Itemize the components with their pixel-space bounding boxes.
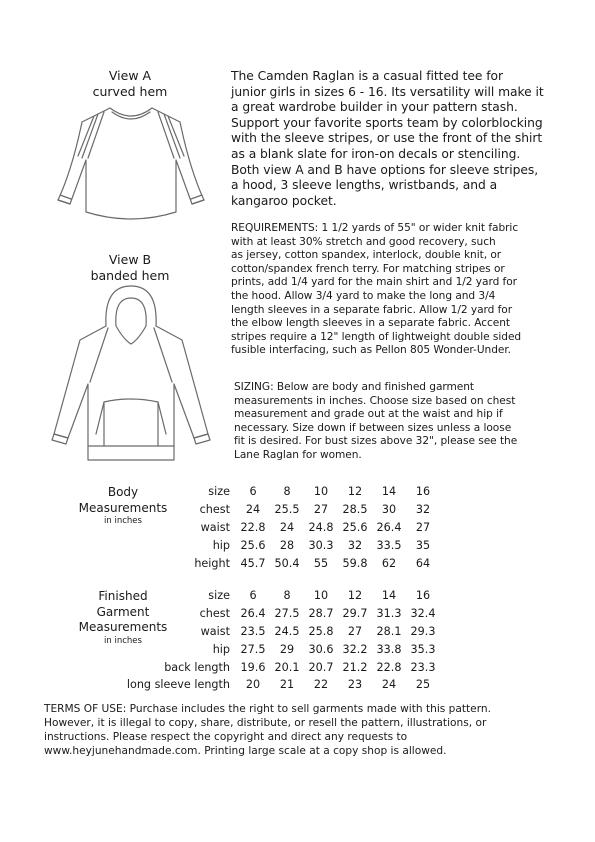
row-label: chest <box>199 503 230 517</box>
table-row <box>160 554 440 572</box>
table-cell: 24 <box>279 520 295 534</box>
table-cell: 25.8 <box>308 624 334 638</box>
view-a-tee-illustration <box>42 100 220 228</box>
table-cell: 23.5 <box>240 624 266 638</box>
body-table-title-line: Body <box>107 485 139 499</box>
terms-line: However, it is illegal to copy, share, distribute, or resell the pattern, illustrations, or <box>44 716 487 729</box>
table-row <box>120 623 440 641</box>
intro-line: a hood, 3 sleeve lengths, wristbands, and a <box>231 178 498 193</box>
table-row <box>160 483 440 501</box>
table-cell: 16 <box>415 485 431 499</box>
terms-line: instructions. Please respect the copyright and direct any requests to <box>44 730 408 743</box>
row-label: size <box>208 485 230 499</box>
intro-line: Both view A and B have options for sleeve stripes, <box>231 162 539 177</box>
finished-table-units: in inches <box>104 635 142 646</box>
table-row <box>160 519 440 537</box>
requirements-line: with at least 30% stretch and good recovery, such <box>231 235 496 248</box>
table-cell: 35.3 <box>410 642 436 656</box>
table-cell: 23 <box>347 678 363 692</box>
table-cell: 28 <box>279 538 295 552</box>
view-b-title: View B <box>108 252 152 267</box>
table-cell: 24 <box>245 503 261 517</box>
table-cell: 28.7 <box>308 607 334 621</box>
finished-measurements-table <box>120 587 440 694</box>
table-cell: 24.8 <box>308 520 334 534</box>
sizing-paragraph <box>234 381 579 463</box>
row-label: hip <box>212 538 230 552</box>
finished-table-title-line: Garment <box>96 604 150 619</box>
intro-line: with the sleeve stripes, or use the front of the shirt <box>231 131 543 146</box>
requirements-line: prints, add 1/4 yard for the main shirt and 1/2 yard for <box>231 276 517 289</box>
table-cell: 27 <box>313 503 329 517</box>
table-cell: 22.8 <box>376 660 402 674</box>
table-cell: 55 <box>313 556 329 570</box>
view-b-label <box>80 252 180 284</box>
table-cell: 6 <box>249 589 257 603</box>
table-cell: 25.5 <box>274 503 300 517</box>
table-cell: 31.3 <box>376 607 402 621</box>
table-row <box>120 587 440 605</box>
table-cell: 14 <box>381 589 397 603</box>
finished-table-title-line: Finished <box>98 589 148 603</box>
table-cell: 12 <box>347 485 363 499</box>
sizing-line: fit is desired. For bust sizes above 32", please see the <box>234 435 518 448</box>
view-b-hoodie-illustration <box>42 284 220 470</box>
table-cell: 32 <box>347 538 363 552</box>
table-cell: 26.4 <box>240 607 266 621</box>
row-label: waist <box>200 624 230 638</box>
sizing-line: SIZING: Below are body and finished garment <box>234 381 475 393</box>
terms-line: www.heyjunehandmade.com. Printing large scale at a copy shop is allowed. <box>44 744 447 757</box>
intro-line: The Camden Raglan is a casual fitted tee for <box>231 69 503 83</box>
table-cell: 25.6 <box>240 538 266 552</box>
table-cell: 27 <box>347 624 363 638</box>
table-cell: 14 <box>381 485 397 499</box>
sizing-line: necessary. Size down if between sizes unless a loose <box>234 421 512 434</box>
intro-line: a great wardrobe builder in your pattern stash. <box>231 100 518 115</box>
sizing-line: measurement and grade out at the waist and hip if <box>234 408 503 421</box>
row-label: size <box>208 589 230 603</box>
table-cell: 10 <box>313 589 329 603</box>
table-cell: 29.3 <box>410 624 436 638</box>
requirements-paragraph <box>231 222 576 358</box>
table-cell: 50.4 <box>274 556 300 570</box>
intro-line: kangaroo pocket. <box>231 193 337 208</box>
table-cell: 62 <box>381 556 397 570</box>
table-cell: 30.6 <box>308 642 334 656</box>
table-cell: 29 <box>279 642 295 656</box>
requirements-line: length sleeves in a separate fabric. Allow 1/2 yard for <box>231 303 513 316</box>
table-cell: 24 <box>381 678 397 692</box>
requirements-line: REQUIREMENTS: 1 1/2 yards of 55" or wider knit fabric <box>231 222 519 234</box>
row-label: waist <box>200 520 230 534</box>
requirements-line: the hood. Allow 3/4 yard to make the long and 3/4 <box>231 289 496 302</box>
intro-line: junior girls in sizes 6 - 16. Its versatility will make it <box>231 84 544 99</box>
table-cell: 30 <box>381 503 397 517</box>
table-cell: 22 <box>313 678 329 692</box>
table-cell: 27.5 <box>240 642 266 656</box>
body-table-title-line: Measurements <box>78 500 168 515</box>
sizing-line: Lane Raglan for women. <box>234 448 362 461</box>
table-cell: 32 <box>415 503 431 517</box>
table-row <box>120 658 440 676</box>
table-cell: 30.3 <box>308 538 334 552</box>
table-cell: 20.1 <box>274 660 300 674</box>
table-cell: 32.4 <box>410 607 436 621</box>
finished-table-title-line: Measurements <box>78 620 168 634</box>
row-label: height <box>194 556 230 570</box>
table-cell: 19.6 <box>240 660 266 674</box>
table-row <box>120 605 440 623</box>
table-cell: 27.5 <box>274 607 300 621</box>
body-measurements-table <box>160 483 440 572</box>
intro-paragraph <box>231 69 571 209</box>
table-cell: 22.8 <box>240 520 266 534</box>
table-cell: 28.1 <box>376 624 402 638</box>
view-a-subtitle: curved hem <box>92 84 168 99</box>
view-a-title: View A <box>108 68 152 83</box>
table-cell: 33.8 <box>376 642 402 656</box>
table-cell: 16 <box>415 589 431 603</box>
table-cell: 24.5 <box>274 624 300 638</box>
intro-line: as a blank slate for iron-on decals or stenciling. <box>231 146 521 161</box>
table-row <box>120 640 440 658</box>
sizing-line: measurements in inches. Choose size based on chest <box>234 394 516 407</box>
table-cell: 21 <box>279 678 295 692</box>
table-cell: 20 <box>245 678 261 692</box>
table-cell: 25.6 <box>342 520 368 534</box>
table-cell: 45.7 <box>240 556 266 570</box>
table-cell: 8 <box>283 589 291 603</box>
row-label: chest <box>199 607 230 621</box>
table-cell: 64 <box>415 556 431 570</box>
table-cell: 59.8 <box>342 556 368 570</box>
table-cell: 32.2 <box>342 642 368 656</box>
table-cell: 8 <box>283 485 291 499</box>
table-row <box>120 676 440 694</box>
row-label: long sleeve length <box>126 678 230 692</box>
table-cell: 33.5 <box>376 538 402 552</box>
terms-line: TERMS OF USE: Purchase includes the right to sell garments made with this pattern. <box>44 703 491 715</box>
table-cell: 26.4 <box>376 520 402 534</box>
body-table-units: in inches <box>104 516 142 526</box>
table-cell: 29.7 <box>342 607 368 621</box>
intro-line: Support your favorite sports team by colorblocking <box>231 115 543 130</box>
table-row <box>160 536 440 554</box>
requirements-line: cotton/spandex french terry. For matching stripes or <box>231 262 505 275</box>
terms-of-use <box>44 703 574 759</box>
requirements-line: the elbow length sleeves in a separate fabric. Accent <box>231 317 511 330</box>
table-cell: 27 <box>415 520 431 534</box>
table-cell: 23.3 <box>410 660 436 674</box>
table-cell: 6 <box>249 485 257 499</box>
row-label: hip <box>212 642 230 656</box>
requirements-line: as jersey, cotton spandex, interlock, double knit, or <box>231 249 502 262</box>
table-cell: 12 <box>347 589 363 603</box>
table-row <box>160 501 440 519</box>
table-cell: 21.2 <box>342 660 368 674</box>
view-a-label <box>80 68 180 100</box>
table-cell: 10 <box>313 485 329 499</box>
row-label: back length <box>164 660 230 674</box>
requirements-line: fusible interfacing, such as Pellon 805 Wonder-Under. <box>231 344 511 357</box>
view-b-subtitle: banded hem <box>90 268 170 283</box>
table-cell: 20.7 <box>308 660 334 674</box>
table-cell: 25 <box>415 678 431 692</box>
table-cell: 35 <box>415 538 431 552</box>
table-cell: 28.5 <box>342 503 368 517</box>
requirements-line: stripes require a 12" length of lightweight double sided <box>231 330 522 343</box>
